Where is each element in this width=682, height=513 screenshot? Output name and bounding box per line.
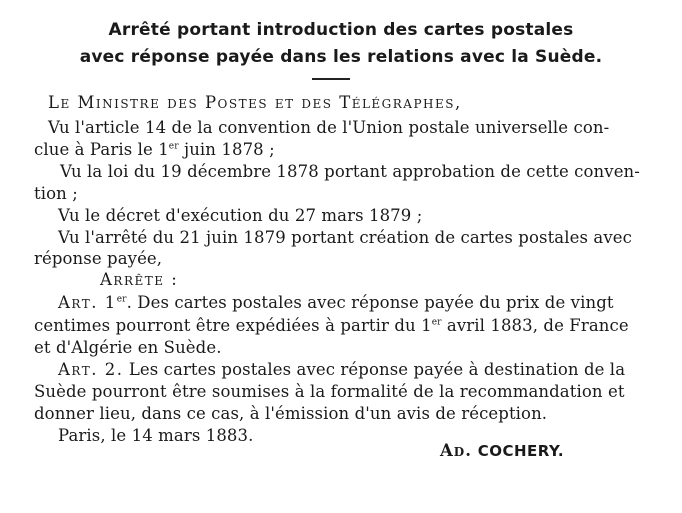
preamble-line-6: Vu l'arrêté du 21 juin 1879 portant création de cartes postales avec <box>58 228 632 247</box>
minister-heading: Le Ministre des Postes et des Télégraphes, <box>48 93 462 112</box>
article-1-line-3: et d'Algérie en Suède. <box>34 338 222 357</box>
preamble-line-2-text: clue à Paris le 1 <box>34 140 169 159</box>
article-2-label: Art. 2. <box>58 360 124 379</box>
article-1-line-2 <box>34 316 629 335</box>
article-2-line-2: Suède pourront être soumises à la formalité de la recommandation et <box>34 382 625 401</box>
article-1-label-sup: er <box>116 294 127 305</box>
preamble-line-2-end: juin 1878 ; <box>178 140 275 159</box>
title-divider <box>312 78 350 80</box>
preamble-line-2-sup: er <box>168 141 179 152</box>
article-2-line-1-text: Les cartes postales avec réponse payée à destination de la <box>123 360 626 379</box>
preamble-line-7: réponse payée, <box>34 249 163 268</box>
article-2-line-3: donner lieu, dans ce cas, à l'émission d'un avis de réception. <box>34 404 548 423</box>
signature-initial: Ad. <box>440 441 472 460</box>
article-1-line-2-end: avril 1883, de France <box>441 316 629 335</box>
article-1-line-1 <box>58 293 614 312</box>
article-1-line-2-text: centimes pourront être expédiées à partir du 1 <box>34 316 432 335</box>
preamble-line-5: Vu le décret d'exécution du 27 mars 1879 ; <box>58 206 423 225</box>
arrete-heading: Arrête : <box>100 270 179 289</box>
preamble-line-1: Vu l'article 14 de la convention de l'Union postale universelle con- <box>48 118 610 137</box>
dateline: Paris, le 14 mars 1883. <box>58 426 254 445</box>
article-1-line-2-sup: er <box>431 317 442 328</box>
signature-name: COCHERY. <box>477 442 565 460</box>
signature <box>440 441 564 460</box>
article-1-label: Art. 1 <box>58 293 117 312</box>
preamble-line-4: tion ; <box>34 184 78 203</box>
article-1-line-1-text: . Des cartes postales avec réponse payée du prix de vingt <box>126 293 614 312</box>
title-line-2: avec réponse payée dans les relations avec la Suède. <box>79 47 603 67</box>
preamble-line-2 <box>34 140 275 159</box>
article-2-line-1 <box>58 360 625 379</box>
title-line-1: Arrêté portant introduction des cartes postales <box>108 20 574 40</box>
preamble-line-3: Vu la loi du 19 décembre 1878 portant approbation de cette conven- <box>60 162 640 181</box>
